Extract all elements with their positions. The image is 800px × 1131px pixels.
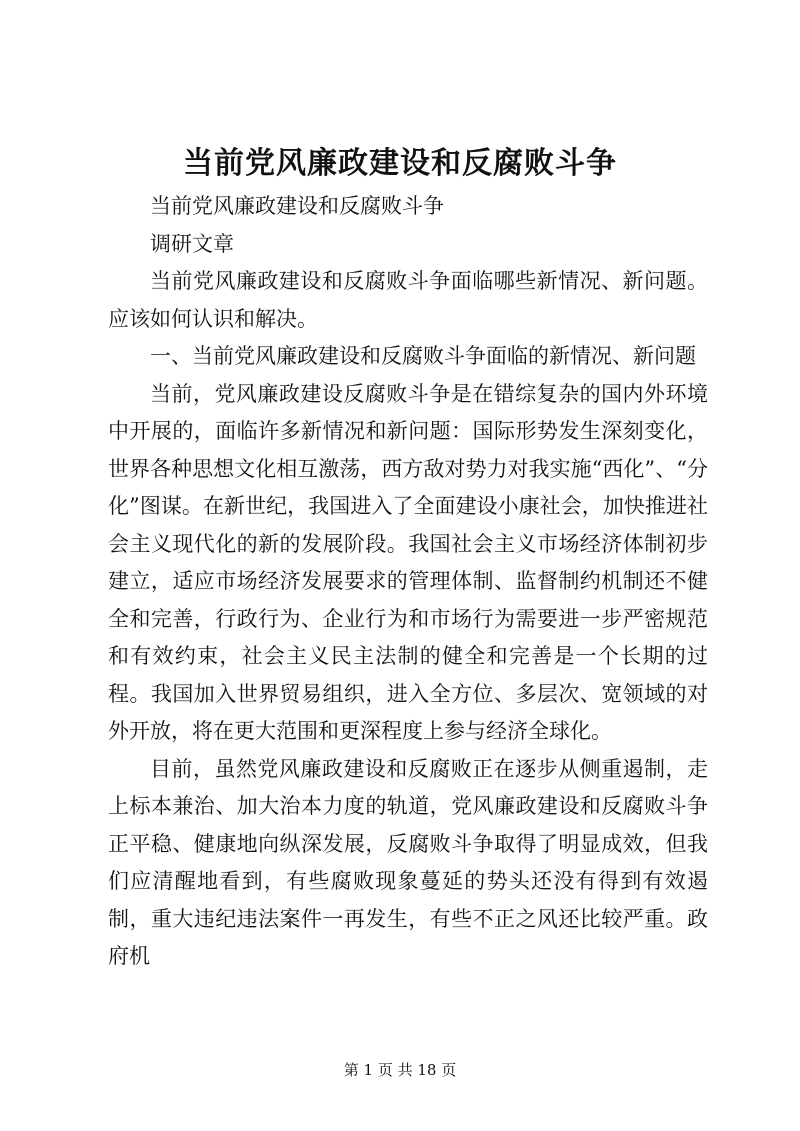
page-footer: 第 1 页 共 18 页: [343, 1061, 457, 1079]
paragraph-current-progress: 目前，虽然党风廉政建设和反腐败正在逐步从侧重遏制，走上标本兼治、加大治本力度的轨道，党风廉政建设和反腐败斗争正平稳、健康地向纵深发展，反腐败斗争取得了明显成效，但我们应清醒地看到，有些腐败现象蔓延的势头还没有得到有效遏制，重大违纪违法案件一再发生，有些不正之风还比较严重。政府机: [108, 756, 708, 968]
paragraph-question: 当前党风廉政建设和反腐败斗争面临哪些新情况、新问题。应该如何认识和解决。: [108, 269, 708, 331]
paragraph-article-type: 调研文章: [150, 231, 234, 256]
paragraph-current-situation: 当前，党风廉政建设反腐败斗争是在错综复杂的国内外环境中开展的，面临许多新情况和新问题：国际形势发生深刻变化，世界各种思想文化相互激荡，西方敌对势力对我实施“西化”、“分化”图谋。在新世纪，我国进入了全面建设小康社会，加快推进社会主义现代化的新的发展阶段。我国社会主义市场经济体制初步建立，适应市场经济发展要求的管理体制、监督制约机制还不健全和完善，行政行为、企业行为和市场行为需要进一步严密规范和有效约束，社会主义民主法制的健全和完善是一个长期的过程。我国加入世界贸易组织，进入全方位、多层次、宽领域的对外开放，将在更大范围和更深程度上参与经济全球化。: [108, 381, 708, 743]
section-heading: 一、当前党风廉政建设和反腐败斗争面临的新情况、新问题: [150, 344, 696, 368]
paragraph-subtitle: 当前党风廉政建设和反腐败斗争: [150, 194, 444, 218]
document-body: [108, 188, 708, 976]
document-title: 当前党风廉政建设和反腐败斗争: [183, 146, 617, 181]
